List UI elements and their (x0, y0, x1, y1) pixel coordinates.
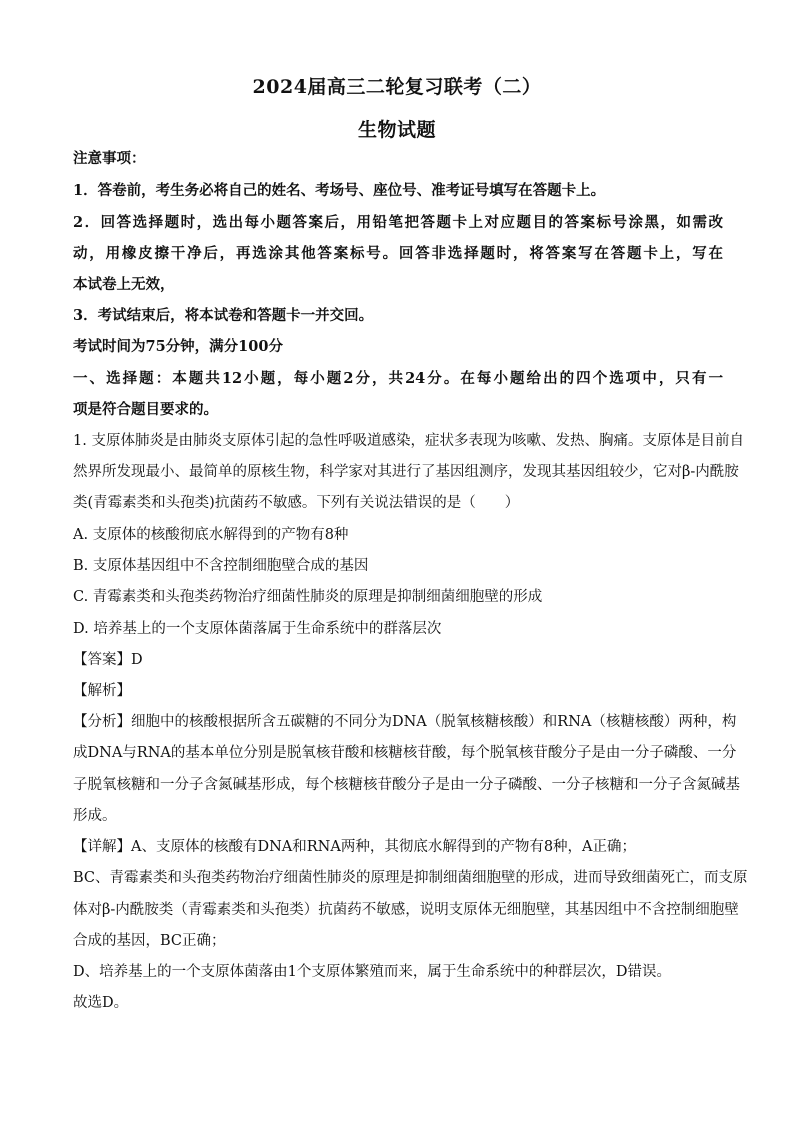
q1-fenxi-line-2: 成DNA与RNA的基本单位分别是脱氧核苷酸和核糖核苷酸，每个脱氧核苷酸分子是由一分子磷酸、一分 (73, 745, 737, 761)
q1-xiangjie-line-5: D、培养基上的一个支原体菌落由1个支原体繁殖而来，属于生命系统中的种群层次，D错误。 (73, 964, 671, 980)
exam-time: 考试时间为75分钟，满分100分 (73, 338, 283, 355)
notice-item-2-line-2: 动，用橡皮擦干净后，再选涂其他答案标号。回答非选择题时，将答案写在答题卡上，写在 (73, 245, 723, 262)
q1-option-a: A. 支原体的核酸彻底水解得到的产物有8种 (73, 527, 349, 543)
q1-fenxi-line-4: 形成。 (73, 808, 117, 824)
section-1-heading-line-1: 一、选择题：本题共12小题，每小题2分，共24分。在每小题给出的四个选项中，只有一 (73, 370, 723, 387)
q1-stem-line-1: 1. 支原体肺炎是由肺炎支原体引起的急性呼吸道感染，症状多表现为咳嗽、发热、胸痛。支原体是目前自 (73, 433, 744, 449)
q1-answer: 【答案】D (73, 652, 143, 668)
q1-option-b: B. 支原体基因组中不含控制细胞壁合成的基因 (73, 558, 369, 574)
q1-xiangjie-line-3: 体对β-内酰胺类（青霉素类和头孢类）抗菌药不敏感，说明支原体无细胞壁，其基因组中不含控制细胞壁 (73, 902, 739, 918)
q1-stem-line-3: 类(青霉素类和头孢类)抗菌药不敏感。下列有关说法错误的是（ ） (73, 495, 520, 511)
q1-option-c: C. 青霉素类和头孢类药物治疗细菌性肺炎的原理是抑制细菌细胞壁的形成 (73, 589, 543, 605)
q1-xiangjie-line-4: 合成的基因，BC正确； (73, 933, 226, 949)
section-1-heading-line-2: 项是符合题目要求的。 (73, 401, 218, 418)
notice-item-1: 1．答卷前，考生务必将自己的姓名、考场号、座位号、准考证号填写在答题卡上。 (73, 182, 606, 199)
q1-stem-line-2: 然界所发现最小、最简单的原核生物，科学家对其进行了基因组测序，发现其基因组较少，它对β-内酰胺 (73, 464, 739, 480)
exam-title: 2024届高三二轮复习联考（二） (252, 76, 542, 98)
q1-fenxi-line-3: 子脱氧核糖和一分子含氮碱基形成，每个核糖核苷酸分子是由一分子磷酸、一分子核糖和一分子含氮碱基 (73, 777, 740, 793)
q1-conclusion: 故选D。 (73, 995, 129, 1011)
notice-heading: 注意事项： (73, 150, 146, 167)
exam-subtitle: 生物试题 (357, 119, 436, 141)
q1-xiangjie-line-2: BC、青霉素类和头孢类药物治疗细菌性肺炎的原理是抑制细菌细胞壁的形成，进而导致细菌死亡，而支原 (73, 870, 748, 886)
notice-item-3: 3．考试结束后，将本试卷和答题卡一并交回。 (73, 307, 374, 324)
q1-analysis-label: 【解析】 (73, 683, 131, 699)
q1-fenxi-line-1: 【分析】细胞中的核酸根据所含五碳糖的不同分为DNA（脱氧核糖核酸）和RNA（核糖核酸）两种，构 (73, 714, 737, 730)
q1-option-d: D. 培养基上的一个支原体菌落属于生命系统中的群落层次 (73, 621, 442, 637)
notice-item-2-line-3: 本试卷上无效， (73, 276, 175, 293)
notice-item-2-line-1: 2．回答选择题时，选出每小题答案后，用铅笔把答题卡上对应题目的答案标号涂黑，如需改 (73, 214, 723, 231)
q1-xiangjie-line-1: 【详解】A、支原体的核酸有DNA和RNA两种，其彻底水解得到的产物有8种，A正确； (73, 839, 637, 855)
